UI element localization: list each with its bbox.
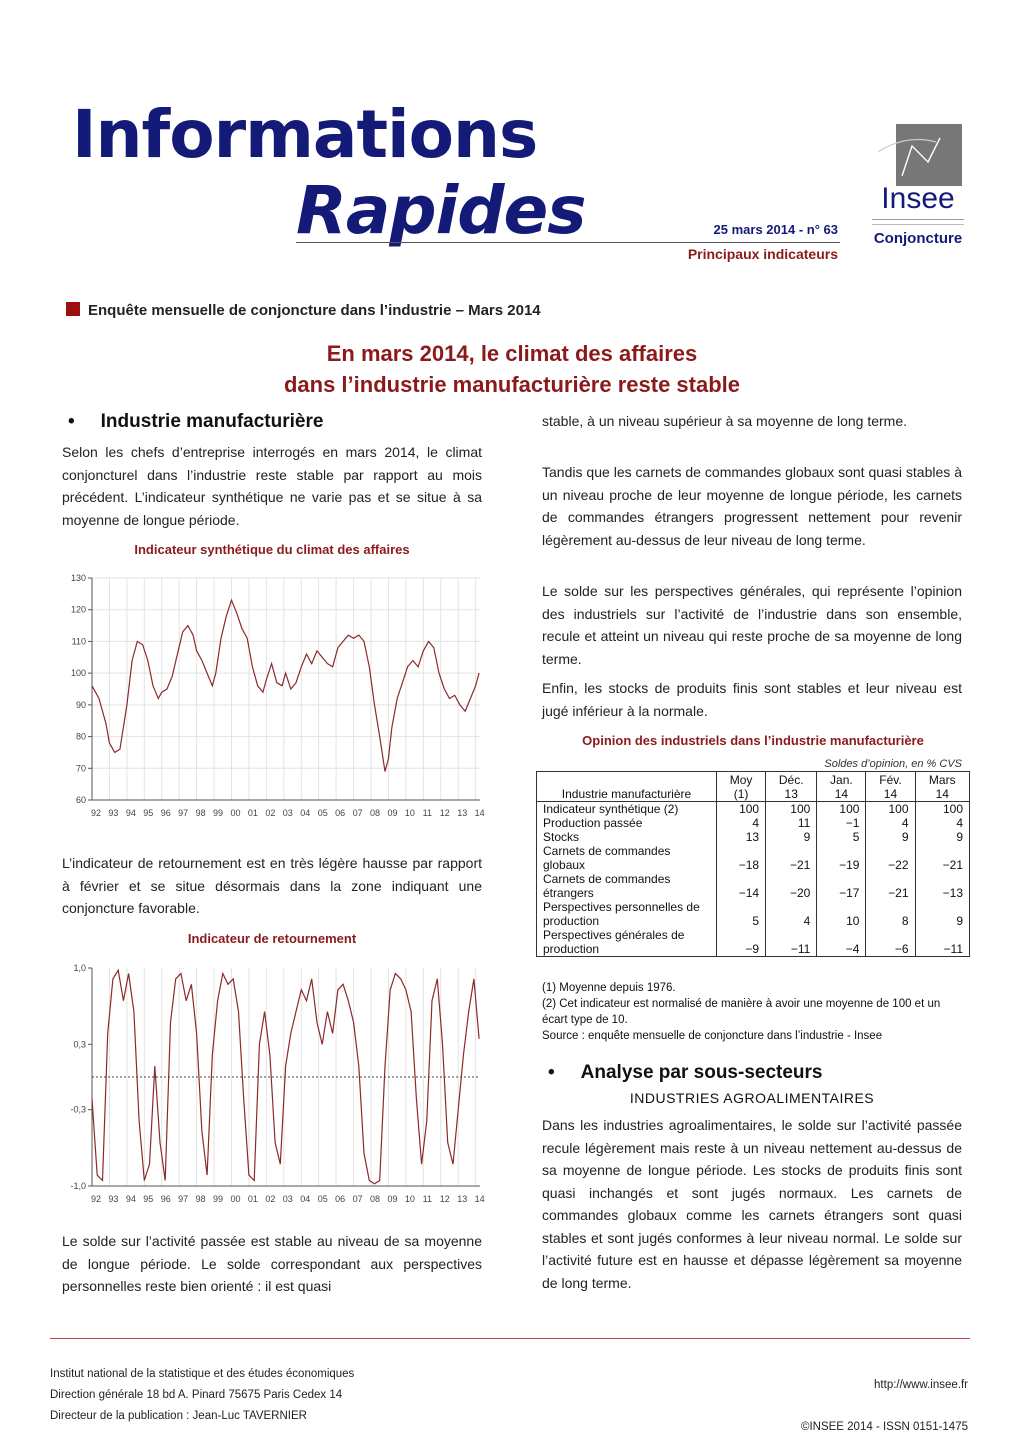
table-row — [537, 802, 970, 817]
section-sous-secteurs-title: Analyse par sous-secteurs — [580, 1062, 823, 1083]
x-tick-label: 92 — [90, 1194, 102, 1204]
row-label: Carnets de commandes globaux — [543, 844, 671, 872]
table-caption: Soldes d’opinion, en % CVS — [824, 758, 962, 770]
col-label: (1) — [733, 787, 749, 801]
logo-word: Insee — [881, 182, 955, 215]
opinion-table — [536, 771, 970, 957]
x-tick-label: 02 — [265, 1194, 276, 1204]
x-tick-label: 10 — [404, 1194, 415, 1204]
section-sous-secteurs-heading — [542, 1062, 823, 1084]
table-cell: −6 — [866, 928, 915, 957]
table-header-col — [866, 772, 915, 802]
paragraph-right-3: Le solde sur les perspectives générales, qui représente l’opinion des industriels sur l’activité de l’industrie dans son ensemble, recule et atteint un niveau qui reste proche de sa moyenne de long terme. — [542, 583, 962, 667]
x-tick-label: 07 — [352, 808, 363, 818]
x-tick-label: 93 — [108, 808, 119, 818]
table-cell: −11 — [766, 928, 817, 957]
col-label: 14 — [834, 787, 849, 801]
logo-swoosh-icon — [876, 132, 956, 182]
table-cell: −21 — [915, 844, 969, 872]
series-line — [92, 600, 479, 771]
section-industrie-title: Industrie manufacturière — [100, 411, 324, 432]
logo-tagline-rule — [872, 219, 964, 225]
x-tick-label: 05 — [317, 808, 328, 818]
x-tick-label: 05 — [317, 1194, 328, 1204]
x-tick-label: 00 — [230, 808, 241, 818]
table-row — [537, 816, 970, 830]
table-cell: 100 — [866, 802, 915, 817]
row-label: Perspectives générales de production — [543, 928, 685, 956]
x-tick-label: 00 — [230, 1194, 241, 1204]
headline-line-1: En mars 2014, le climat des affaires — [326, 341, 698, 366]
table-cell: −22 — [866, 844, 915, 872]
table-cell: 4 — [866, 816, 915, 830]
x-tick-label: 07 — [352, 1194, 363, 1204]
table-cell: 10 — [817, 900, 866, 928]
x-tick-label: 06 — [335, 1194, 346, 1204]
issue-date: 25 mars 2014 - n° 63 — [713, 222, 838, 237]
insee-logo-icon — [896, 124, 962, 186]
table-header-row — [537, 772, 970, 802]
logo-subtitle: Conjoncture — [873, 230, 963, 247]
col-label: Jan. — [830, 773, 853, 787]
table-cell: 13 — [717, 830, 766, 844]
table-cell: 8 — [866, 900, 915, 928]
col-label: 14 — [935, 787, 949, 801]
table-row — [537, 872, 970, 900]
red-square-icon — [66, 302, 80, 316]
table-cell: −9 — [717, 928, 766, 957]
table-cell: 9 — [915, 900, 969, 928]
col-label: Fév. — [879, 773, 902, 787]
x-tick-label: 09 — [387, 1194, 398, 1204]
row-label: Carnets de commandes étrangers — [543, 872, 671, 900]
y-tick-label: 60 — [75, 795, 86, 805]
table-cell: −14 — [717, 872, 766, 900]
masthead-rule — [296, 242, 840, 243]
y-tick-label: 90 — [75, 699, 86, 710]
x-tick-label: 98 — [195, 808, 206, 818]
note-source: Source : enquête mensuelle de conjoncture dans l’industrie - Insee — [542, 1030, 883, 1042]
table-cell: 4 — [717, 816, 766, 830]
x-tick-label: 04 — [300, 1194, 311, 1204]
footer-copyright: ©INSEE 2014 - ISSN 0151-1475 — [800, 1421, 968, 1433]
footer-line: Institut national de la statistique et des études économiques — [50, 1368, 355, 1380]
col-label: 13 — [784, 787, 798, 801]
footer-right — [801, 1364, 968, 1448]
x-tick-label: 12 — [439, 1194, 450, 1204]
paragraph-right-2: Tandis que les carnets de commandes globaux sont quasi stables à un niveau proche de leur moyenne de longue période, les carnets de commandes étrangers progressent nettement pour revenir légèrement au-dessus de leur niveau de long terme. — [542, 464, 962, 548]
table-cell: −19 — [817, 844, 866, 872]
subsection-title: INDUSTRIES AGROALIMENTAIRES — [629, 1090, 875, 1106]
x-tick-label: 94 — [125, 808, 136, 818]
table-cell: −17 — [817, 872, 866, 900]
chart1-title: Indicateur synthétique du climat des affaires — [134, 542, 410, 557]
col-label: Moy — [729, 773, 753, 787]
x-tick-label: 11 — [422, 1194, 432, 1204]
chart-retournement — [56, 956, 490, 1214]
y-tick-label: -1,0 — [70, 1181, 86, 1191]
section-industrie-heading — [62, 411, 323, 433]
row-label: Production passée — [543, 816, 643, 830]
x-tick-label: 14 — [474, 808, 485, 818]
x-tick-label: 14 — [474, 1194, 485, 1204]
table-cell: 11 — [766, 816, 817, 830]
footer-line: Direction générale 18 bd A. Pinard 75675 Paris Cedex 14 — [50, 1389, 343, 1401]
table-row — [537, 928, 970, 957]
table-cell: 100 — [717, 802, 766, 817]
col-label: 14 — [883, 787, 898, 801]
headline-line-2: dans l’industrie manufacturière reste stable — [283, 372, 741, 397]
table-title: Opinion des industriels dans l’industrie manufacturière — [582, 733, 924, 748]
table-cell: −11 — [915, 928, 969, 957]
table-row — [537, 844, 970, 872]
x-tick-label: 13 — [457, 808, 468, 818]
col-label: Mars — [928, 773, 956, 787]
x-tick-label: 97 — [178, 1194, 189, 1204]
table-cell: 9 — [766, 830, 817, 844]
table-row — [537, 900, 970, 928]
y-tick-label: 100 — [70, 668, 86, 679]
x-tick-label: 99 — [213, 1194, 224, 1204]
x-tick-label: 02 — [265, 808, 276, 818]
paragraph-intro: Selon les chefs d’entreprise interrogés en mars 2014, le climat conjoncturel dans l’industrie reste stable par rapport au mois précédent. L’indicateur synthétique ne varie pas et se situe à sa moyenne de longue période. — [62, 444, 482, 528]
table-cell: −18 — [717, 844, 766, 872]
table-cell: 4 — [915, 816, 969, 830]
y-tick-label: 70 — [75, 763, 86, 774]
note-2: (2) Cet indicateur est normalisé de manière à avoir une moyenne de 100 et un écart type de 10. — [542, 998, 941, 1026]
table-header-label: Industrie manufacturière — [537, 772, 717, 802]
table-cell: 5 — [817, 830, 866, 844]
y-tick-label: 120 — [70, 604, 86, 615]
x-tick-label: 13 — [457, 1194, 468, 1204]
paragraph-agroalimentaire: Dans les industries agroalimentaires, le solde sur l’activité passée recule légèrement mais reste à un niveau nettement au-dessus de sa moyenne de longue période. Les stocks de produits finis sont quasi inchangés et sont jugés normaux. Les carnets de commandes globaux comme les carnets étrangers sont quasi stables et sont jugés conformes à leur niveau normal. Le solde sur l’activité future est en hausse et dépasse légèrement sa moyenne de long terme. — [542, 1117, 962, 1291]
x-tick-label: 08 — [370, 1194, 381, 1204]
x-tick-label: 97 — [178, 808, 189, 818]
table-header-col — [766, 772, 817, 802]
x-tick-label: 95 — [143, 1194, 154, 1204]
x-tick-label: 96 — [160, 808, 171, 818]
x-tick-label: 98 — [195, 1194, 206, 1204]
table-cell: −1 — [817, 816, 866, 830]
x-tick-label: 01 — [247, 1194, 258, 1204]
masthead-title: Informations — [72, 96, 538, 173]
table-cell: −13 — [915, 872, 969, 900]
x-tick-label: 10 — [404, 808, 415, 818]
table-row — [537, 830, 970, 844]
x-tick-label: 96 — [160, 1194, 171, 1204]
x-tick-label: 92 — [90, 808, 102, 818]
x-tick-label: 08 — [370, 808, 381, 818]
table-cell: 100 — [915, 802, 969, 817]
series-label: Principaux indicateurs — [687, 246, 838, 262]
note-1: (1) Moyenne depuis 1976. — [542, 982, 676, 994]
x-tick-label: 06 — [335, 808, 346, 818]
paragraph-activite-passee: Le solde sur l’activité passée est stable au niveau de sa moyenne de longue période. Le solde correspondant aux perspectives personnelles reste bien orienté : il est quasi — [62, 1233, 482, 1294]
table-cell: −20 — [766, 872, 817, 900]
footer-url-link[interactable]: http://www.insee.fr — [874, 1379, 968, 1391]
y-tick-label: 0,3 — [73, 1039, 86, 1050]
table-header-col — [915, 772, 969, 802]
col-label: Déc. — [778, 773, 804, 787]
table-cell: 4 — [766, 900, 817, 928]
bullet-icon: • — [68, 411, 75, 432]
table-cell: 100 — [766, 802, 817, 817]
survey-label-text: Enquête mensuelle de conjoncture dans l’industrie – Mars 2014 — [88, 302, 541, 319]
row-label: Perspectives personnelles de production — [543, 900, 700, 928]
headline — [100, 338, 924, 400]
paragraph-right-1: stable, à un niveau supérieur à sa moyenne de long terme. — [542, 413, 908, 429]
x-tick-label: 11 — [422, 808, 432, 818]
table-header-col — [717, 772, 766, 802]
x-tick-label: 12 — [439, 808, 450, 818]
y-tick-label: 130 — [70, 573, 86, 583]
x-tick-label: 09 — [387, 808, 398, 818]
chart2-title: Indicateur de retournement — [187, 931, 357, 946]
x-tick-label: 03 — [282, 808, 293, 818]
x-tick-label: 03 — [282, 1194, 293, 1204]
paragraph-retournement: L’indicateur de retournement est en très légère hausse par rapport à février et se situe désormais dans la zone indiquant une conjoncture favorable. — [62, 855, 482, 916]
x-tick-label: 95 — [143, 808, 154, 818]
y-tick-label: 1,0 — [73, 963, 86, 973]
footer-address — [50, 1364, 354, 1427]
footer-rule — [50, 1338, 970, 1339]
table-header-col — [817, 772, 866, 802]
table-cell: 5 — [717, 900, 766, 928]
chart-climat-affaires — [56, 566, 490, 826]
x-tick-label: 94 — [125, 1194, 136, 1204]
x-tick-label: 93 — [108, 1194, 119, 1204]
x-tick-label: 99 — [213, 808, 224, 818]
table-cell: −4 — [817, 928, 866, 957]
footer-line: Directeur de la publication : Jean-Luc TAVERNIER — [50, 1410, 307, 1422]
x-tick-label: 04 — [300, 808, 311, 818]
table-cell: 9 — [915, 830, 969, 844]
bullet-icon: • — [548, 1062, 555, 1083]
table-cell: 9 — [866, 830, 915, 844]
survey-label — [66, 302, 541, 319]
row-label: Indicateur synthétique (2) — [543, 802, 679, 816]
table-cell: −21 — [866, 872, 915, 900]
table-notes — [542, 980, 968, 1044]
y-tick-label: 110 — [71, 636, 86, 647]
table-cell: −21 — [766, 844, 817, 872]
paragraph-right-4: Enfin, les stocks de produits finis sont stables et leur niveau est jugé inférieur à la normale. — [542, 680, 962, 719]
x-tick-label: 01 — [247, 808, 258, 818]
y-tick-label: 80 — [75, 731, 86, 742]
y-tick-label: -0,3 — [70, 1104, 86, 1115]
masthead-subtitle: Rapides — [296, 172, 586, 249]
table-cell: 100 — [817, 802, 866, 817]
row-label: Stocks — [543, 830, 580, 844]
